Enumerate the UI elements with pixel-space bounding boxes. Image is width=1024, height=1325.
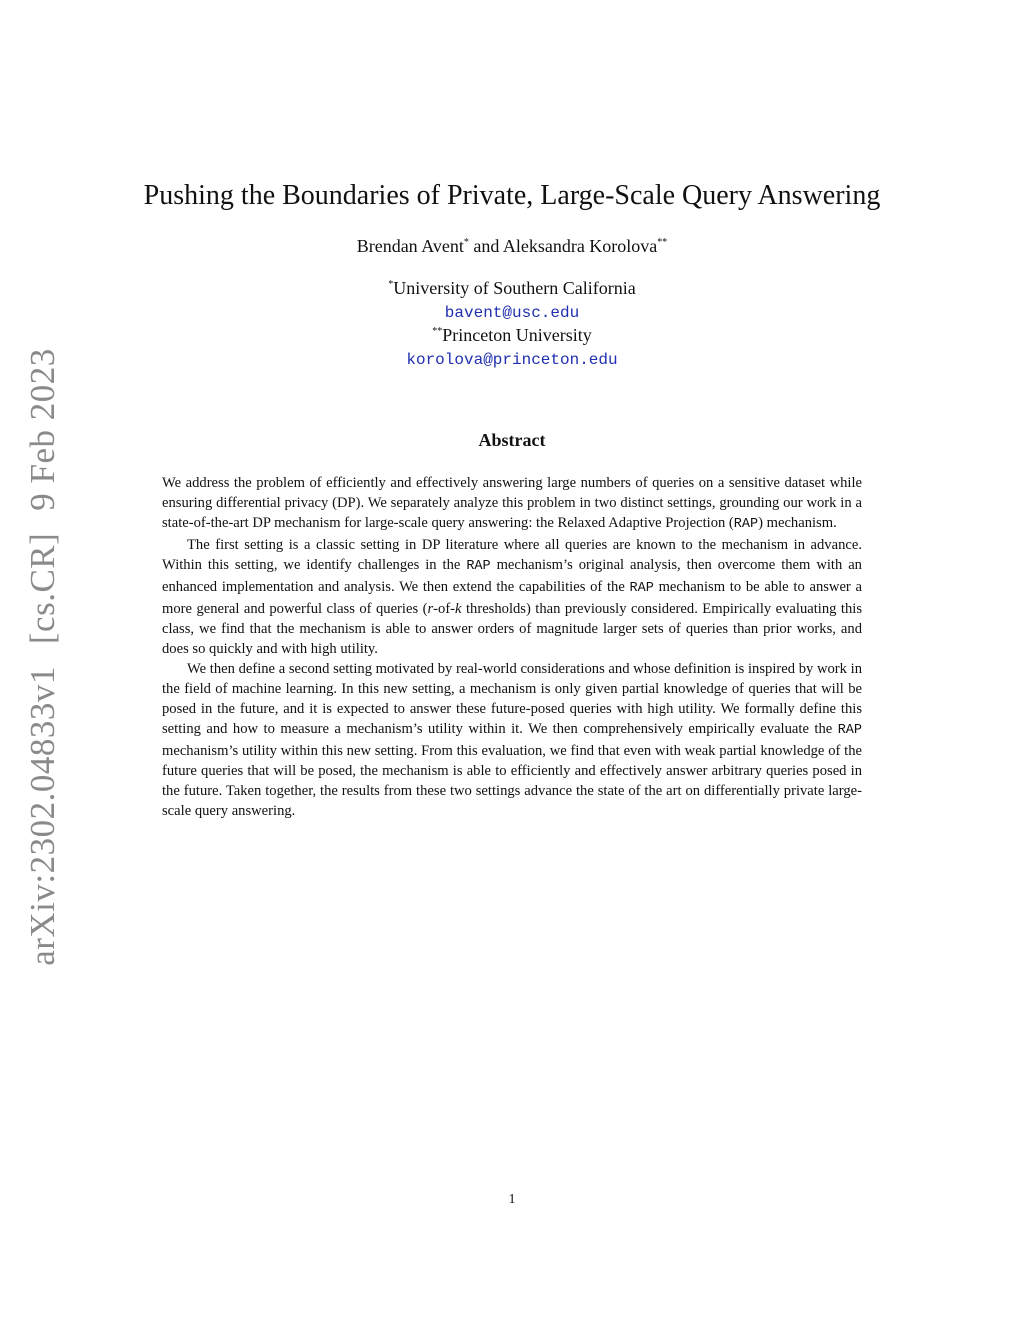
paper-title: Pushing the Boundaries of Private, Large-Scale Query Answering — [143, 180, 881, 211]
rap-acronym: RAP — [629, 581, 654, 596]
author-joiner: and — [468, 236, 503, 256]
author-name: Aleksandra Korolova — [502, 236, 658, 256]
abstract-body — [162, 473, 862, 821]
author-list — [0, 236, 1024, 257]
rap-acronym: RAP — [733, 517, 759, 532]
rap-acronym: RAP — [466, 559, 491, 574]
arxiv-identifier-stamp — [23, 326, 63, 966]
affiliation-mark: * — [463, 237, 469, 248]
math-r: r — [427, 601, 434, 617]
affiliation-institution: Princeton University — [442, 325, 592, 345]
arxiv-id: arXiv:2302.04833v1 — [23, 666, 62, 966]
abstract-paragraph-2: The first setting is a classic setting in DP literature where all queries are known to the mechanism in advance. Within this setting, we identify challenges in the RAP mechanism’s original analysis, then overcome them with an enhanced implementation and analysis. We then extend the capabilities of the RAP mechanism to be able to answer a more general and powerful class of queries (r-of-k thresholds) than previously considered. Empirically evaluating this class, we find that the mechanism is able to answer orders of magnitude larger sets of queries than prior works, and does so quickly and with high utility. — [162, 537, 862, 657]
math-k: k — [455, 601, 462, 617]
arxiv-date: 9 Feb 2023 — [23, 348, 62, 511]
author-name: Brendan Avent — [356, 236, 464, 256]
abstract-paragraph-3: We then define a second setting motivated by real-world considerations and whose definition is inspired by work in the field of machine learning. In this new setting, a mechanism is only given partial knowledge of queries that will be posed in the future, and it is expected to answer these future-posed queries with high utility. We formally define this setting and how to measure a mechanism’s utility within it. We then comprehensively empirically evaluate the RAP mechanism’s utility within this new setting. From this evaluation, we find that even with weak partial knowledge of the future queries that will be posed, the mechanism is able to efficiently and effectively answer arbitrary queries posed in the future. Taken together, the results from these two settings advance the state of the art on differentially private large-scale query answering. — [162, 661, 862, 819]
abstract-paragraph-1: We address the problem of efficiently and effectively answering large numbers of queries on a sensitive dataset while ensuring differential privacy (DP). We separately analyze this problem in two distinct settings, grounding our work in a state-of-the-art DP mechanism for large-scale query answering: the Relaxed Adaptive Projection (RAP) mechanism. — [162, 475, 862, 532]
abstract-heading: Abstract — [478, 430, 546, 450]
page-number: 1 — [508, 1192, 516, 1207]
affiliation-mark: ** — [657, 237, 668, 248]
rap-acronym: RAP — [837, 723, 862, 738]
affiliation-princeton — [0, 325, 1024, 346]
arxiv-category: [cs.CR] — [23, 532, 62, 645]
affiliation-usc — [0, 278, 1024, 299]
affiliation-mark: ** — [432, 326, 443, 337]
affiliation-institution: University of Southern California — [393, 278, 636, 298]
email-link-avent[interactable]: bavent@usc.edu — [444, 304, 580, 322]
email-link-korolova[interactable]: korolova@princeton.edu — [406, 351, 618, 369]
affiliation-mark: * — [388, 279, 394, 290]
